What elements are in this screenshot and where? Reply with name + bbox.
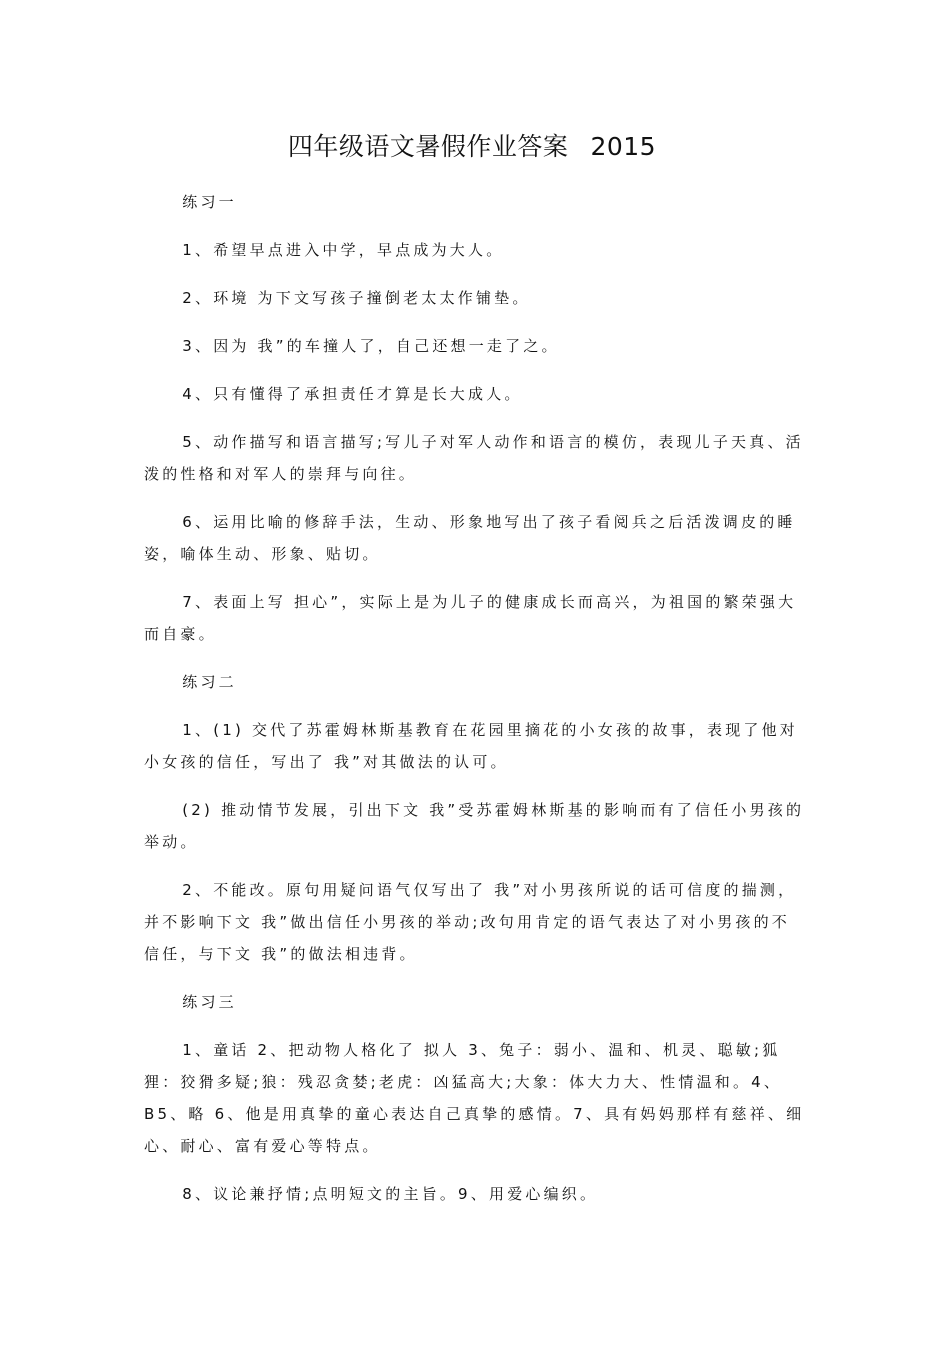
- section-heading: 练习三: [182, 993, 237, 1011]
- answer-paragraph: 6、运用比喻的修辞手法，生动、形象地写出了孩子看阅兵之后活泼调皮的睡姿，喻体生动、形象、贴切。: [144, 513, 796, 563]
- answer-paragraph: 1、童话 2、把动物人格化了 拟人 3、兔子：弱小、温和、机灵、聪敏;狐狸：狡猾多疑;狼：残忍贪婪;老虎：凶猛高大;大象：体大力大、性情温和。4、B5、略 6、他是用真挚的童心表达自己真挚的感情。7、具有妈妈那样有慈祥、细心、耐心、富有爱心等特点。: [144, 1041, 805, 1155]
- document-body: [144, 186, 808, 1210]
- answer-paragraph: 4、只有懂得了承担责任才算是长大成人。: [182, 385, 523, 403]
- answer-paragraph: 5、动作描写和语言描写;写儿子对军人动作和语言的模仿，表现儿子天真、活泼的性格和对军人的崇拜与向往。: [144, 433, 804, 483]
- answer-paragraph: 7、表面上写 担心”，实际上是为儿子的健康成长而高兴，为祖国的繁荣强大而自豪。: [144, 593, 797, 643]
- answer-paragraph: 1、(1) 交代了苏霍姆林斯基教育在花园里摘花的小女孩的故事，表现了他对小女孩的信任，写出了 我”对其做法的认可。: [144, 721, 799, 771]
- section-heading: 练习一: [182, 193, 237, 211]
- answer-paragraph: 1、希望早点进入中学，早点成为大人。: [182, 241, 505, 259]
- answer-paragraph: 8、议论兼抒情;点明短文的主旨。9、用爱心编织。: [182, 1185, 599, 1203]
- document-title: [0, 129, 944, 165]
- answer-paragraph: 2、环境 为下文写孩子撞倒老太太作铺垫。: [182, 289, 531, 307]
- answer-paragraph: (2) 推动情节发展，引出下文 我”受苏霍姆林斯基的影响而有了信任小男孩的举动。: [144, 801, 805, 851]
- section-heading: 练习二: [182, 673, 237, 691]
- title-text: 四年级语文暑假作业答案: [287, 132, 569, 161]
- answer-paragraph: 2、不能改。原句用疑问语气仅写出了 我”对小男孩所说的话可信度的揣测，并不影响下文 我”做出信任小男孩的举动;改句用肯定的语气表达了对小男孩的不信任，与下文 我”的做法相违背。: [144, 881, 797, 963]
- answer-paragraph: 3、因为 我”的车撞人了，自己还想一走了之。: [182, 337, 560, 355]
- title-year: 2015: [590, 132, 657, 161]
